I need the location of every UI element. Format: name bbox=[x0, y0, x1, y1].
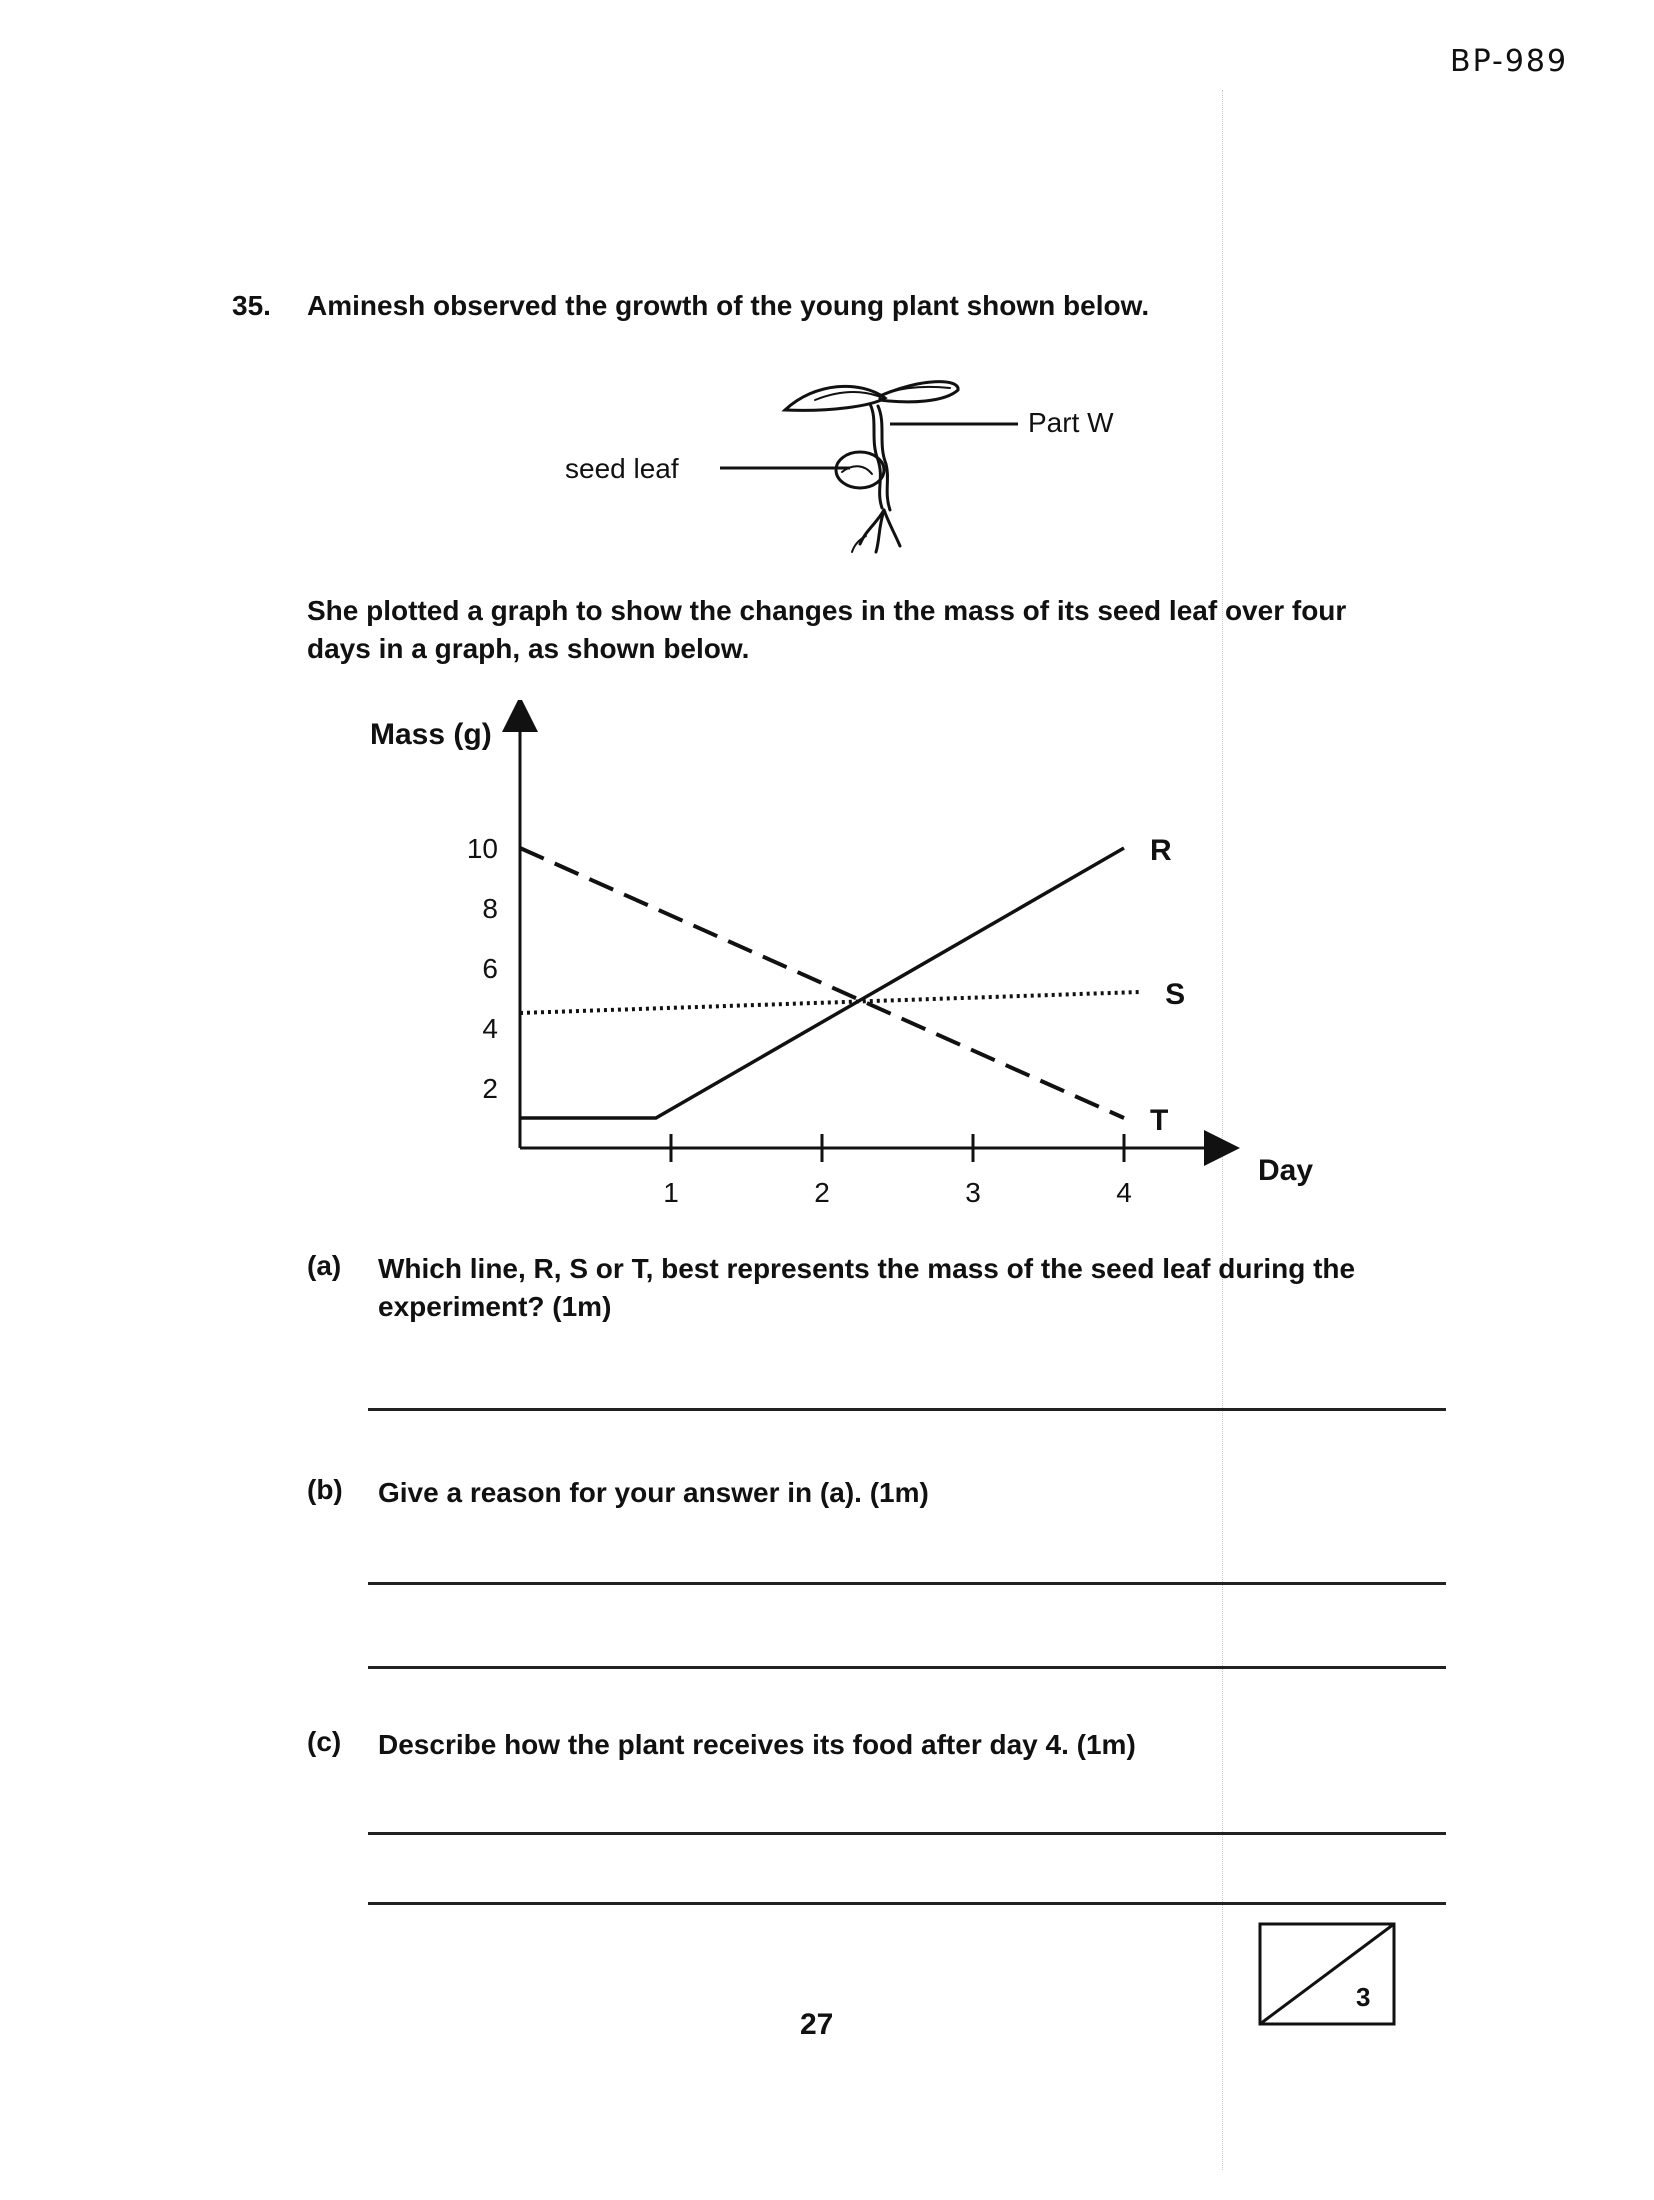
x-tick-label: 3 bbox=[965, 1177, 981, 1208]
series-line-t bbox=[520, 848, 1124, 1118]
x-tick-label: 4 bbox=[1116, 1177, 1132, 1208]
marks-value: 3 bbox=[1356, 1982, 1371, 2012]
marks-box bbox=[1258, 1922, 1396, 2026]
x-axis-title: Day bbox=[1258, 1154, 1314, 1187]
part-c-label: (c) bbox=[307, 1726, 342, 1757]
document-code: BP-989 bbox=[1450, 44, 1569, 79]
part-a-question: Which line, R, S or T, best represents the mass of the seed leaf during the experiment? (1m) bbox=[378, 1253, 1356, 1322]
y-tick-label: 6 bbox=[482, 953, 498, 984]
part-b-label: (b) bbox=[307, 1474, 343, 1505]
series-label-r: R bbox=[1150, 834, 1172, 867]
part-a-label: (a) bbox=[307, 1250, 342, 1281]
y-tick-label: 4 bbox=[482, 1013, 498, 1044]
answer-line-a-1[interactable] bbox=[368, 1408, 1446, 1411]
seed-leaf-label: seed leaf bbox=[565, 453, 679, 484]
answer-line-b-2[interactable] bbox=[368, 1666, 1446, 1669]
series-label-t: T bbox=[1150, 1104, 1169, 1137]
answer-line-c-1[interactable] bbox=[368, 1832, 1446, 1835]
x-tick-label: 2 bbox=[814, 1177, 830, 1208]
page-number: 27 bbox=[800, 2008, 834, 2041]
y-tick-label: 8 bbox=[482, 893, 498, 924]
part-b-question: Give a reason for your answer in (a). (1m) bbox=[378, 1477, 929, 1508]
y-tick-label: 2 bbox=[482, 1073, 498, 1104]
y-tick-label: 10 bbox=[466, 833, 498, 864]
part-c-question: Describe how the plant receives its food after day 4. (1m) bbox=[378, 1729, 1136, 1760]
plant-diagram bbox=[560, 360, 1180, 560]
answer-line-c-2[interactable] bbox=[368, 1902, 1446, 1905]
series-line-s bbox=[520, 992, 1139, 1013]
question-number: 35. bbox=[232, 290, 271, 321]
part-w-label: Part W bbox=[1028, 407, 1114, 438]
y-axis-title: Mass (g) bbox=[370, 718, 492, 751]
mass-line-chart bbox=[360, 700, 1340, 1240]
question-intro: Aminesh observed the growth of the young plant shown below. bbox=[307, 290, 1150, 321]
answer-line-b-1[interactable] bbox=[368, 1582, 1446, 1585]
x-tick-label: 1 bbox=[663, 1177, 679, 1208]
series-label-s: S bbox=[1165, 978, 1186, 1011]
graph-intro-text: She plotted a graph to show the changes in the mass of its seed leaf over four days in a graph, as shown below. bbox=[307, 595, 1347, 664]
